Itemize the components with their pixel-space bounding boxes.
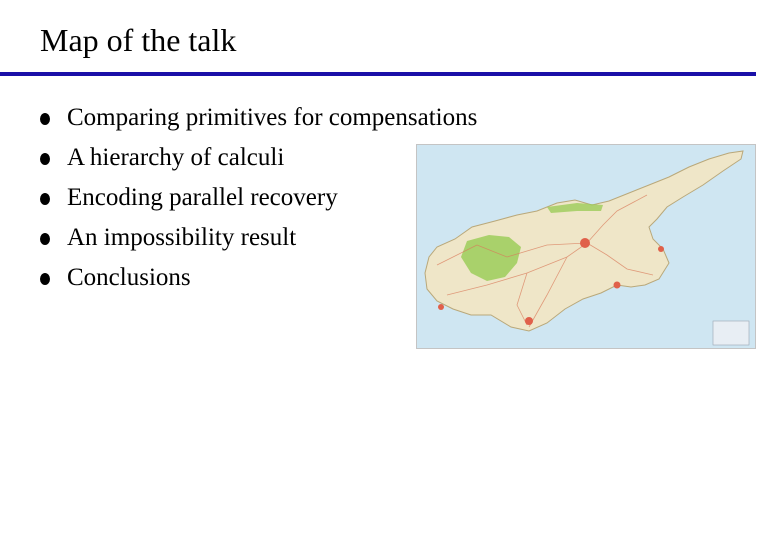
map-legend	[713, 321, 749, 345]
bullet-item	[40, 138, 477, 178]
bullet-text: An impossibility result	[67, 224, 297, 251]
slide-title: Map of the talk	[40, 22, 237, 58]
bullet-item	[40, 178, 477, 218]
bullet-text: Encoding parallel recovery	[67, 184, 338, 211]
bullet-text: Comparing primitives for compensations	[67, 104, 478, 131]
city-larnaca	[614, 282, 621, 289]
bullet-item	[40, 98, 477, 138]
bullet-dot-icon	[40, 153, 50, 165]
city-limassol	[525, 317, 533, 325]
city-famagusta	[658, 246, 664, 252]
city-paphos	[438, 304, 444, 310]
bullet-dot-icon	[40, 113, 50, 125]
bullet-dot-icon	[40, 273, 50, 285]
city-nicosia	[580, 238, 590, 248]
bullet-dot-icon	[40, 233, 50, 245]
bullet-item	[40, 218, 477, 258]
cyprus-map-image	[416, 144, 756, 349]
title-divider	[0, 72, 756, 76]
bullet-text: Conclusions	[67, 264, 191, 291]
bullet-list	[40, 98, 477, 298]
bullet-dot-icon	[40, 193, 50, 205]
bullet-item	[40, 258, 477, 298]
bullet-text: A hierarchy of calculi	[67, 144, 285, 171]
